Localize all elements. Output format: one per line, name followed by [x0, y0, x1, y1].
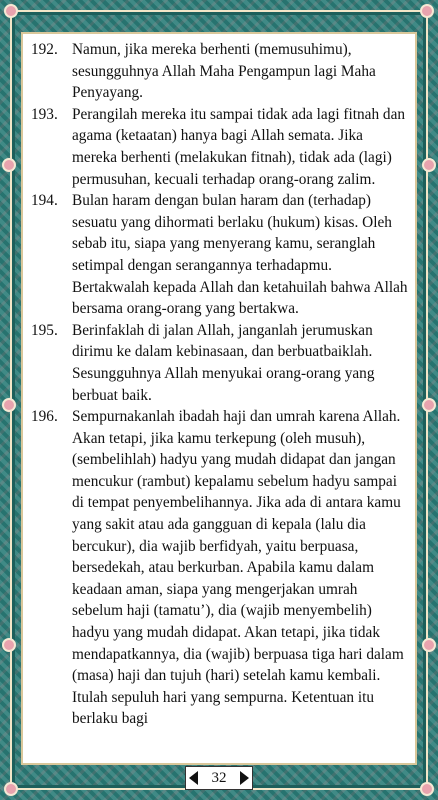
verse-text: Perangilah mereka itu sampai tidak ada lagi fitnah dan agama (ketaatan) hanya bagi Allah semata. Jika mereka berhenti (melakukan fitnah), tidak ada (lagi) permusuhan, kecuali terhadap orang-orang zalim.: [72, 105, 406, 188]
verse-item: [31, 190, 409, 320]
corner-flower-icon: [6, 6, 16, 16]
previous-page-icon[interactable]: [189, 771, 198, 785]
next-page-icon[interactable]: [240, 771, 249, 785]
verse-number: 192.: [31, 41, 58, 58]
border-flower-icon: [4, 640, 14, 650]
verse-item: [31, 406, 409, 730]
verse-item: [31, 104, 409, 190]
verse-number: 195.: [31, 321, 58, 339]
verse-number: 194.: [31, 192, 58, 210]
verse-list: [31, 39, 409, 730]
verse-number: 196.: [31, 408, 58, 426]
verse-text: Sempurnakanlah ibadah haji dan umrah karena Allah. Akan tetapi, jika kamu terkepung (oleh musuh), (sembelihlah) hadyu yang mudah didapat dan jangan mencukur (rambut) kepalamu sebelum hadyu sampai di tempat penyembelihannya. Jika ada di antara kamu yang sakit atau ada gangguan di kepala (lalu dia bercukur), dia wajib berfidyah, yaitu berpuasa, bersedekah, atau berkurban. Apabila kamu dalam keadaan aman, siapa yang mengerjakan umrah sebelum haji (tamatu’), dia (wajib menyembelih) hadyu yang mudah didapat. Akan tetapi, jika tidak mendapatkannya, dia (wajib) berpuasa tiga hari dalam (masa) haji dan tujuh (hari) setelah kamu kembali. Itulah sepuluh hari yang sempurna. Ketentuan itu berlaku bagi: [72, 408, 404, 728]
corner-flower-icon: [6, 784, 16, 794]
border-flower-icon: [424, 640, 434, 650]
corner-flower-icon: [422, 6, 432, 16]
border-flower-icon: [4, 400, 14, 410]
verse-text: Berinfaklah di jalan Allah, janganlah jerumuskan dirimu ke dalam kebinasaan, dan berbuatbaiklah. Sesungguhnya Allah menyukai orang-orang yang berbuat baik.: [72, 321, 375, 404]
border-flower-icon: [4, 160, 14, 170]
border-flower-icon: [424, 160, 434, 170]
verse-text: Namun, jika mereka berhenti (memusuhimu), sesungguhnya Allah Maha Pengampun lagi Maha Penyayang.: [72, 41, 376, 102]
verse-item: [31, 320, 409, 406]
corner-flower-icon: [422, 784, 432, 794]
verse-text: Bulan haram dengan bulan haram dan (terhadap) sesuatu yang dihormati berlaku (hukum) kisas. Oleh sebab itu, siapa yang menyerang kamu, seranglah setimpal dengan serangannya terhadapmu. Bertakwalah kepada Allah dan ketahuilah bahwa Allah bersama orang-orang yang bertakwa.: [72, 192, 408, 318]
verse-item: [31, 39, 409, 104]
text-page: [23, 34, 415, 763]
page-navigator: [185, 766, 253, 790]
page-number: 32: [211, 769, 227, 786]
verse-number: 193.: [31, 105, 58, 123]
border-flower-icon: [424, 400, 434, 410]
